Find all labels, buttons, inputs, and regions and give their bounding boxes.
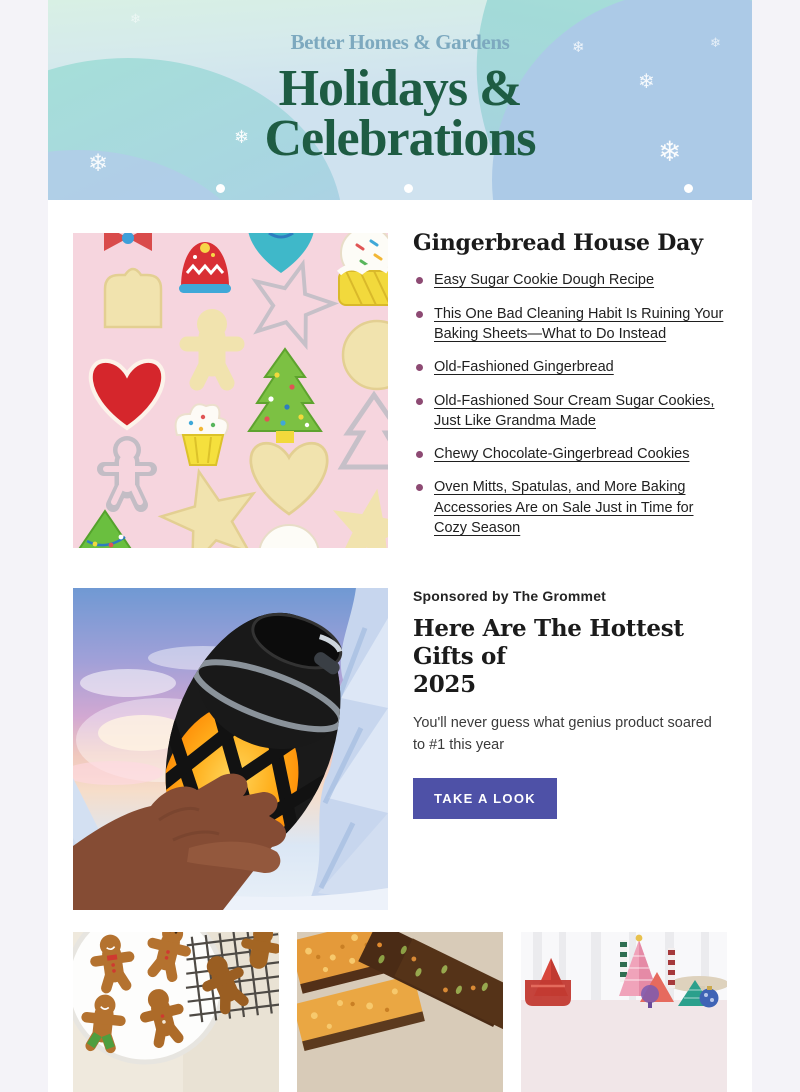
newsletter-main — [48, 233, 752, 1092]
sponsored-column — [413, 588, 727, 910]
article-link[interactable]: Old-Fashioned Sour Cream Sugar Cookies, Just Like Grandma Made — [434, 393, 714, 429]
flame-speaker-photo[interactable] — [73, 588, 388, 910]
gingerbread-link-list — [413, 270, 727, 538]
brand-logo: Better Homes & Gardens — [48, 0, 752, 55]
header-dot — [684, 184, 693, 193]
list-item — [413, 270, 727, 290]
newsletter-header — [48, 0, 752, 200]
cookie-bars-photo[interactable] — [297, 932, 503, 1092]
snowflake-icon: ❄ — [572, 40, 585, 55]
article-link[interactable]: Easy Sugar Cookie Dough Recipe — [434, 272, 654, 288]
flame-speaker-illustration — [73, 588, 388, 910]
cookie-bars-illustration — [297, 932, 503, 1092]
gingerbread-column — [413, 233, 727, 551]
gingerbread-cookies-photo[interactable] — [73, 932, 279, 1092]
sponsored-heading — [413, 615, 727, 698]
article-link[interactable]: Chewy Chocolate-Gingerbread Cookies — [434, 446, 690, 462]
header-dot — [404, 184, 413, 193]
snowflake-icon: ❄ — [710, 36, 721, 49]
holiday-cookies-photo[interactable] — [73, 233, 388, 548]
list-item — [413, 477, 727, 538]
article-link[interactable]: This One Bad Cleaning Habit Is Ruining Your Baking Sheets—What to Do Instead — [434, 306, 723, 342]
article-link[interactable]: Oven Mitts, Spatulas, and More Baking Accessories Are on Sale Just in Time for Cozy Season — [434, 479, 694, 536]
holiday-cookies-illustration — [73, 233, 388, 548]
header-dot — [216, 184, 225, 193]
take-a-look-button[interactable]: TAKE A LOOK — [413, 778, 557, 819]
snowflake-icon: ❄ — [234, 128, 249, 146]
sponsored-label: Sponsored by The Grommet — [413, 588, 727, 604]
snowflake-icon: ❄ — [130, 12, 141, 25]
gingerbread-section — [73, 233, 727, 551]
title-line-2: Celebrations — [264, 110, 535, 167]
list-item — [413, 357, 727, 377]
newsletter-body — [48, 0, 752, 1092]
list-item — [413, 304, 727, 345]
thumbnail-row — [73, 932, 727, 1092]
list-item — [413, 444, 727, 464]
snowflake-icon: ❄ — [638, 72, 655, 92]
gingerbread-heading: Gingerbread House Day — [413, 230, 727, 256]
snowflake-icon: ❄ — [658, 138, 681, 166]
sponsored-body-text: You'll never guess what genius product soared to #1 this year — [413, 713, 713, 757]
article-link[interactable]: Old-Fashioned Gingerbread — [434, 359, 614, 375]
title-line-1: Holidays & — [279, 60, 522, 117]
list-item — [413, 391, 727, 432]
snowflake-icon: ❄ — [88, 152, 108, 176]
newsletter-title — [48, 64, 752, 164]
sponsored-heading-line-2: 2025 — [413, 671, 476, 698]
holiday-decor-photo[interactable] — [521, 932, 727, 1092]
sponsored-heading-line-1: Here Are The Hottest Gifts of — [413, 615, 684, 670]
sponsored-section — [73, 588, 727, 910]
gingerbread-cookies-illustration — [73, 932, 279, 1092]
holiday-decor-illustration — [521, 932, 727, 1092]
